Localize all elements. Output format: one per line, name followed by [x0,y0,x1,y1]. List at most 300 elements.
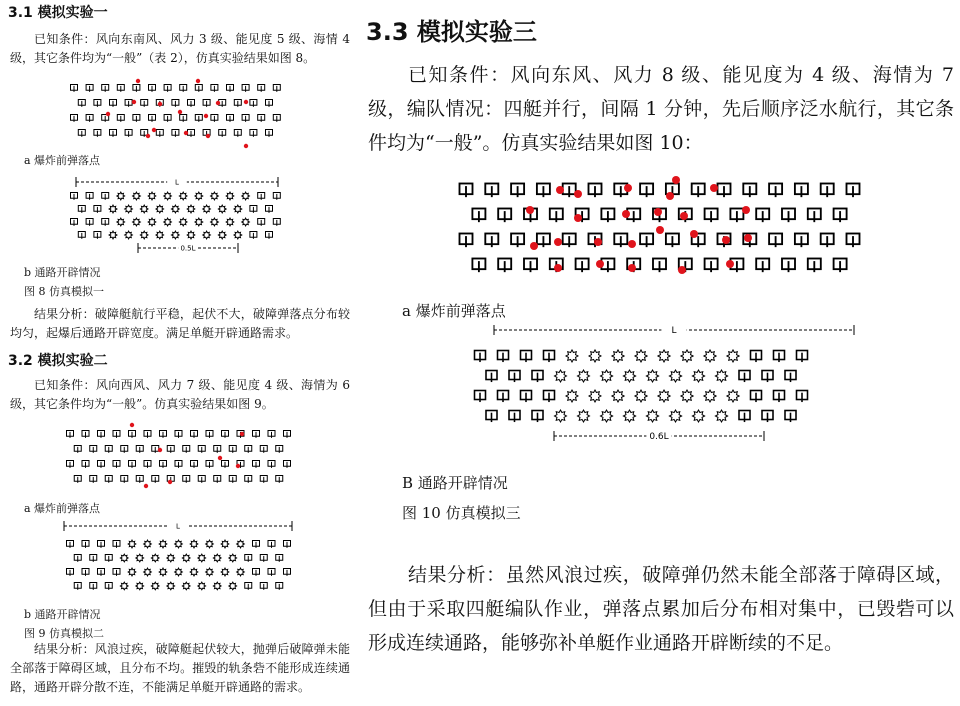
destroyed-marker [623,410,635,422]
obstacle-marker [229,476,236,483]
obstacle-marker [160,461,167,468]
obstacle-marker [82,569,89,576]
shell-drop-point [168,480,172,484]
destroyed-marker [198,582,206,590]
section-3-3-heading: 3.3 模拟实验三 [366,18,537,46]
destroyed-marker [187,231,195,239]
obstacle-marker [105,583,112,590]
destroyed-marker [715,370,727,382]
obstacle-marker [98,569,105,576]
destroyed-marker [221,540,229,548]
obstacle-marker [71,85,78,92]
obstacle-marker [521,391,532,403]
obstacle-marker [102,219,109,226]
obstacle-marker [266,100,273,107]
obstacle-marker [211,85,218,92]
obstacle-marker [273,115,280,122]
obstacle-marker [94,130,101,137]
shell-drop-point [678,266,686,274]
obstacle-marker [266,206,273,213]
obstacle-marker [149,85,156,92]
obstacle-marker [563,184,576,198]
destroyed-marker [120,582,128,590]
obstacle-marker [227,115,234,122]
obstacle-marker [498,391,509,403]
shell-drop-point [244,144,248,148]
destroyed-marker [172,205,180,213]
obstacle-marker [117,115,124,122]
destroyed-marker [144,540,152,548]
obstacle-marker [198,476,205,483]
obstacle-marker [144,431,151,438]
shell-drop-point [744,234,752,242]
destroyed-marker [187,205,195,213]
destroyed-marker [213,582,221,590]
shell-drop-point [144,484,148,488]
shell-drop-point [132,100,136,104]
obstacle-marker [808,259,821,273]
obstacle-marker [90,446,97,453]
obstacle-marker [98,541,105,548]
obstacle-marker [268,541,275,548]
destroyed-marker [658,390,670,402]
obstacle-marker [234,100,241,107]
obstacle-marker [195,85,202,92]
destroyed-marker [190,568,198,576]
destroyed-marker [635,350,647,362]
obstacle-marker [82,431,89,438]
fig10a-drop-points [458,180,862,280]
shell-drop-point [206,134,210,138]
obstacle-marker [175,461,182,468]
shell-drop-point [690,230,698,238]
destroyed-marker [148,218,156,226]
obstacle-marker [739,411,750,423]
destroyed-marker [635,390,647,402]
obstacle-marker [144,461,151,468]
obstacle-marker [253,569,260,576]
obstacle-marker [537,184,550,198]
destroyed-marker [190,540,198,548]
fig9a-caption: a 爆炸前弹落点 [24,502,101,515]
fig10-title: 图 10 仿真模拟三 [402,504,521,522]
obstacle-marker [284,461,291,468]
obstacle-marker [86,115,93,122]
obstacle-marker [214,446,221,453]
obstacle-marker [537,234,550,248]
shell-drop-point [218,456,222,460]
shell-drop-point [726,260,734,268]
destroyed-marker [211,218,219,226]
obstacle-marker [110,100,117,107]
destroyed-marker [229,554,237,562]
obstacle-marker [743,184,756,198]
destroyed-marker [148,192,156,200]
shell-drop-point [624,184,632,192]
obstacle-marker [485,234,498,248]
obstacle-marker [94,206,101,213]
obstacle-marker [268,431,275,438]
obstacle-marker [67,431,74,438]
obstacle-marker [509,371,520,383]
obstacle-marker [258,115,265,122]
obstacle-marker [90,476,97,483]
destroyed-marker [234,231,242,239]
obstacle-marker [472,209,485,223]
destroyed-marker [140,231,148,239]
obstacle-marker [475,391,486,403]
shell-drop-point [622,210,630,218]
obstacle-marker [71,193,78,200]
fig8b-cleared-path [68,176,288,256]
obstacle-marker [797,351,808,363]
obstacle-marker [260,446,267,453]
obstacle-marker [245,446,252,453]
destroyed-marker [715,410,727,422]
shell-drop-point [146,134,150,138]
destroyed-marker [681,350,693,362]
obstacle-marker [98,431,105,438]
obstacle-marker [113,461,120,468]
destroyed-marker [151,582,159,590]
obstacle-marker [227,85,234,92]
obstacle-marker [589,184,602,198]
obstacle-marker [74,583,81,590]
obstacle-marker [524,259,537,273]
obstacle-marker [82,541,89,548]
obstacle-marker [214,476,221,483]
destroyed-marker [226,218,234,226]
obstacle-marker [486,371,497,383]
obstacle-marker [821,184,834,198]
shell-drop-point [526,206,534,214]
shell-drop-point [184,131,188,135]
destroyed-marker [167,582,175,590]
section-3-1-analysis: 结果分析：破障艇航行平稳，起伏不大，破障弹落点分布较均匀，起爆后通路开辟宽度。满足单艇开辟通路需求。 [10,307,350,340]
obstacle-marker [276,476,283,483]
fig10b-cleared-path [474,322,870,448]
shell-drop-point [574,190,582,198]
destroyed-marker [136,554,144,562]
destroyed-marker [646,410,658,422]
destroyed-marker [206,540,214,548]
shell-drop-point [742,206,750,214]
destroyed-marker [704,350,716,362]
shell-drop-point [554,238,562,246]
destroyed-marker [159,540,167,548]
obstacle-marker [152,476,159,483]
obstacle-marker [98,461,105,468]
obstacle-marker [521,351,532,363]
obstacle-marker [121,476,128,483]
obstacle-marker [94,100,101,107]
obstacle-marker [245,583,252,590]
obstacle-marker [211,115,218,122]
obstacle-marker [191,461,198,468]
shell-drop-point [152,128,156,132]
destroyed-marker [179,192,187,200]
shell-drop-point [130,423,134,427]
obstacle-marker [183,476,190,483]
obstacle-marker [78,100,85,107]
obstacle-marker [234,130,241,137]
obstacle-marker [774,391,785,403]
obstacle-marker [133,85,140,92]
obstacle-marker [692,184,705,198]
shell-drop-point [666,192,674,200]
destroyed-marker [128,568,136,576]
section-3-2-heading: 3.2 模拟实验二 [8,353,108,369]
obstacle-marker [509,411,520,423]
destroyed-marker [669,410,681,422]
fig9b-span-L-label: L [176,522,180,531]
obstacle-marker [460,184,473,198]
destroyed-marker [218,205,226,213]
obstacle-marker [219,130,226,137]
obstacle-marker [666,234,679,248]
obstacle-marker [206,461,213,468]
obstacle-marker [774,351,785,363]
destroyed-marker [125,231,133,239]
section-3-1-heading: 3.1 模拟实验一 [8,5,108,21]
destroyed-marker [692,410,704,422]
obstacle-marker [86,193,93,200]
shell-drop-point [628,240,636,248]
destroyed-marker [601,410,613,422]
shell-drop-point [722,236,730,244]
shell-drop-point [596,260,604,268]
obstacle-marker [563,234,576,248]
obstacle-marker [475,351,486,363]
destroyed-marker [144,568,152,576]
obstacle-marker [769,234,782,248]
obstacle-marker [260,476,267,483]
shell-drop-point [680,212,688,220]
obstacle-marker [258,193,265,200]
obstacle-marker [834,259,847,273]
destroyed-marker [203,205,211,213]
obstacle-marker [284,431,291,438]
section-3-3-conditions: 已知条件：风向东风、风力 8 级、能见度为 4 级、海情为 7 级，编队情况：四艇并行，间隔 1 分钟，先后顺序泛水航行，其它条件均为“一般”。仿真实验结果如图 10： [368,64,954,154]
fig8a-drop-points [68,78,288,148]
destroyed-marker [727,390,739,402]
obstacle-marker [276,583,283,590]
shell-drop-point [204,114,208,118]
destroyed-marker [117,218,125,226]
obstacle-marker [188,130,195,137]
destroyed-marker [136,582,144,590]
obstacle-marker [105,555,112,562]
section-3-2-analysis: 结果分析：风浪过疾，破障艇起伏较大，抛弹后破障弹未能全部落于障碍区域，且分布不均。摧毁的轨条砦不能形成连续通路，通路开辟分散不连，不能满足单艇开辟通路的需求。 [10,642,350,694]
destroyed-marker [566,350,578,362]
obstacle-marker [152,446,159,453]
destroyed-marker [133,218,141,226]
obstacle-marker [260,583,267,590]
shell-drop-point [628,264,636,272]
fig8b-span-half-label: 0.5L [180,244,196,253]
destroyed-marker [182,554,190,562]
obstacle-marker [160,431,167,438]
destroyed-marker [692,370,704,382]
shell-drop-point [236,464,240,468]
destroyed-marker [578,410,590,422]
obstacle-marker [167,446,174,453]
obstacle-marker [203,100,210,107]
obstacle-marker [284,541,291,548]
fig8-title: 图 8 仿真模拟一 [24,285,104,298]
obstacle-marker [253,461,260,468]
obstacle-marker [785,411,796,423]
obstacle-marker [113,431,120,438]
destroyed-marker [120,554,128,562]
obstacle-marker [847,234,860,248]
destroyed-marker [172,231,180,239]
destroyed-marker [612,390,624,402]
obstacle-marker [94,232,101,239]
obstacle-marker [113,541,120,548]
obstacle-marker [141,100,148,107]
obstacle-marker [222,461,229,468]
obstacle-marker [640,234,653,248]
obstacle-marker [795,234,808,248]
obstacle-marker [797,391,808,403]
obstacle-marker [250,232,257,239]
destroyed-marker [601,370,613,382]
obstacle-marker [821,234,834,248]
obstacle-marker [460,234,473,248]
obstacle-marker [198,446,205,453]
obstacle-marker [172,100,179,107]
destroyed-marker [117,192,125,200]
destroyed-marker [681,390,693,402]
obstacle-marker [71,115,78,122]
obstacle-marker [268,569,275,576]
shell-drop-point [654,208,662,216]
obstacle-marker [532,411,543,423]
obstacle-marker [847,184,860,198]
obstacle-marker [172,130,179,137]
obstacle-marker [511,184,524,198]
destroyed-marker [159,568,167,576]
obstacle-marker [67,461,74,468]
destroyed-marker [589,350,601,362]
fig10b-caption: B 通路开辟情况 [402,474,508,492]
obstacle-marker [250,130,257,137]
obstacle-marker [266,232,273,239]
obstacle-marker [78,130,85,137]
shell-drop-point [530,242,538,250]
destroyed-marker [133,192,141,200]
obstacle-marker [245,555,252,562]
obstacle-marker [164,115,171,122]
shell-drop-point [136,79,140,83]
fig10b-span-06-label: 0.6L [649,432,669,443]
destroyed-marker [198,554,206,562]
destroyed-marker [623,370,635,382]
section-3-1-conditions: 已知条件：风向东南风、风力 3 级、能见度 5 级、海情 4 级，其它条件均为“一般”（表 2），仿真实验结果如图 8。 [10,32,350,65]
destroyed-marker [646,370,658,382]
obstacle-marker [90,555,97,562]
destroyed-marker [211,192,219,200]
destroyed-marker [164,192,172,200]
obstacle-marker [188,100,195,107]
shell-drop-point [672,176,680,184]
obstacle-marker [273,85,280,92]
destroyed-marker [125,205,133,213]
obstacle-marker [86,85,93,92]
obstacle-marker [71,219,78,226]
destroyed-marker [109,231,117,239]
obstacle-marker [756,259,769,273]
obstacle-marker [78,206,85,213]
obstacle-marker [739,371,750,383]
obstacle-marker [180,115,187,122]
obstacle-marker [67,569,74,576]
obstacle-marker [498,209,511,223]
destroyed-marker [658,350,670,362]
obstacle-marker [550,209,563,223]
fig10b-span-L-label: L [671,326,677,337]
destroyed-marker [669,370,681,382]
destroyed-marker [242,192,250,200]
obstacle-marker [253,431,260,438]
obstacle-marker [90,583,97,590]
shell-drop-point [556,186,564,194]
obstacle-marker [113,569,120,576]
obstacle-marker [242,115,249,122]
obstacle-marker [511,234,524,248]
obstacle-marker [260,555,267,562]
obstacle-marker [102,193,109,200]
obstacle-marker [175,431,182,438]
obstacle-marker [229,446,236,453]
fig8b-span-L-label: L [175,178,179,187]
destroyed-marker [237,568,245,576]
destroyed-marker [578,370,590,382]
obstacle-marker [136,476,143,483]
destroyed-marker [727,350,739,362]
shell-drop-point [710,184,718,192]
obstacle-marker [730,209,743,223]
destroyed-marker [156,231,164,239]
obstacle-marker [284,569,291,576]
obstacle-marker [498,259,511,273]
destroyed-marker [140,205,148,213]
obstacle-marker [253,541,260,548]
obstacle-marker [78,232,85,239]
obstacle-marker [74,446,81,453]
obstacle-marker [472,259,485,273]
obstacle-marker [751,391,762,403]
destroyed-marker [555,370,567,382]
destroyed-marker [218,231,226,239]
obstacle-marker [183,446,190,453]
destroyed-marker [175,540,183,548]
destroyed-marker [175,568,183,576]
obstacle-marker [250,100,257,107]
obstacle-marker [705,259,718,273]
shell-drop-point [106,112,110,116]
shell-drop-point [574,214,582,222]
obstacle-marker [273,219,280,226]
obstacle-marker [74,555,81,562]
obstacle-marker [133,115,140,122]
obstacle-marker [718,184,731,198]
obstacle-marker [121,446,128,453]
obstacle-marker [242,85,249,92]
shell-drop-point [554,264,562,272]
section-3-3-analysis: 结果分析：虽然风浪过疾，破障弹仍然未能全部落于障碍区域，但由于采取四艇编队作业，弹落点累加后分布相对集中，已毁砦可以形成连续通路，能够弥补单艇作业通路开辟断续的不足。 [368,564,954,654]
